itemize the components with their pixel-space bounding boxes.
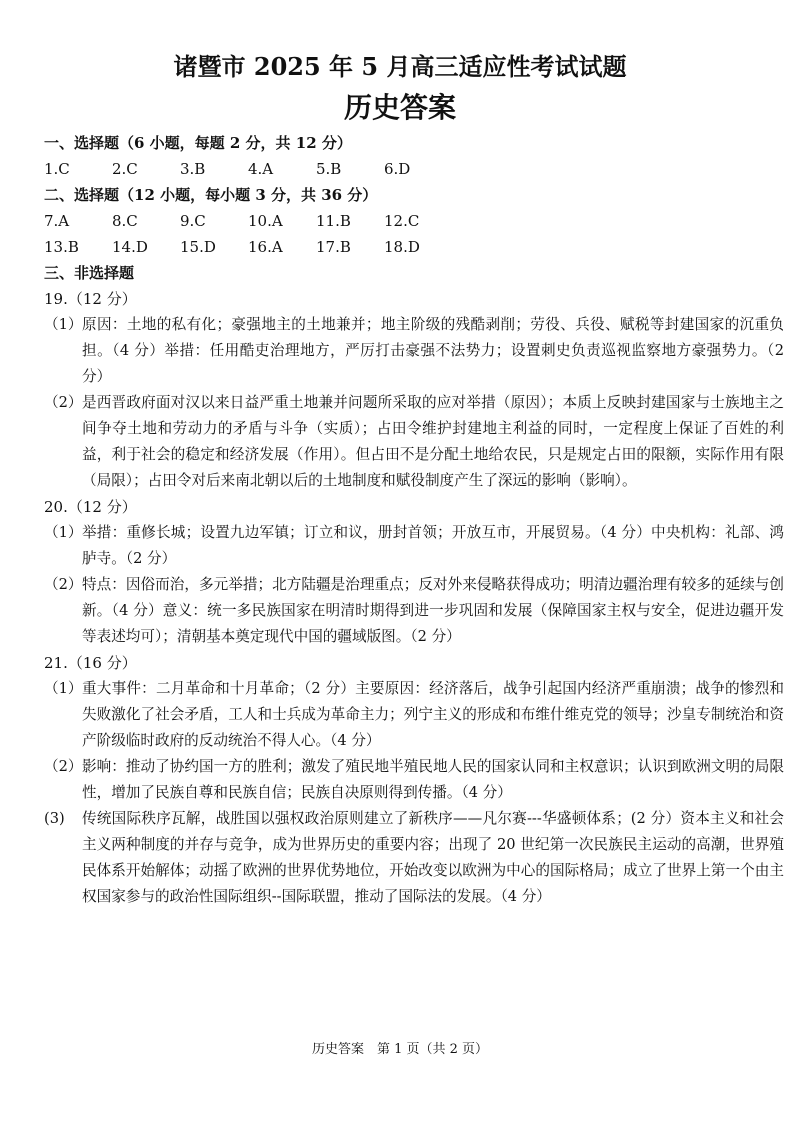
page-footer: 历史答案 第 1 页（共 2 页） xyxy=(311,1042,489,1057)
part-number: (3) xyxy=(44,810,65,827)
question-21-part-2 xyxy=(44,754,784,806)
part-text: 举措：重修长城；设置九边军镇；订立和议，册封首领；开放互市，开展贸易。（4 分）中央机构：礼部、鸿胪寺。（2 分） xyxy=(82,524,784,567)
answer-item: 16.A xyxy=(248,238,283,256)
part-number: （2） xyxy=(44,576,83,593)
answer-item: 15.D xyxy=(180,238,216,256)
part-number: （1） xyxy=(44,524,83,541)
question-21-part-3 xyxy=(44,806,784,910)
question-20-part-1 xyxy=(44,520,784,572)
question-21-label: 21.（16 分） xyxy=(44,654,137,672)
part-number: （1） xyxy=(44,680,83,697)
answer-item: 11.B xyxy=(316,212,351,230)
answer-item: 3.B xyxy=(180,160,206,178)
question-20-part-2 xyxy=(44,572,784,650)
question-19-label: 19.（12 分） xyxy=(44,290,137,308)
part-text: 重大事件：二月革命和十月革命；（2 分）主要原因：经济落后，战争引起国内经济严重崩溃；战争的惨烈和失败激化了社会矛盾，工人和士兵成为革命主力；列宁主义的形成和布维什维克党的领导；沙皇专制统治和资产阶级临时政府的反动统治不得人心。（4 分） xyxy=(82,680,784,749)
part-text: 传统国际秩序瓦解，战胜国以强权政治原则建立了新秩序——凡尔赛---华盛顿体系；(2 分）资本主义和社会主义两种制度的并存与竞争，成为世界历史的重要内容；出现了 20 世纪第一次民族民主运动的高潮，世界殖民体系开始解体；动摇了欧洲的世界优势地位，开始改变以欧洲为中心的国际格局；成立了世界上第一个由主权国家参与的政治性国际组织--国际联盟，推动了国际法的发展。（4 分） xyxy=(82,810,784,905)
part-number: （1） xyxy=(44,316,83,333)
answer-item: 4.A xyxy=(248,160,274,178)
answer-content xyxy=(44,130,784,910)
part-text: 是西晋政府面对汉以来日益严重土地兼并问题所采取的应对举措（原因）；本质上反映封建国家与士族地主之间争夺土地和劳动力的矛盾与斗争（实质）；占田令维护封建地主利益的同时，一定程度上保证了百姓的利益，利于社会的稳定和经济发展（作用）。但占田不是分配土地给农民，只是规定占田的限额，实际作用有限（局限）；占田令对后来南北朝以后的土地制度和赋役制度产生了深远的影响（影响）。 xyxy=(82,394,784,489)
question-19-part-2 xyxy=(44,390,784,494)
part-number: （2） xyxy=(44,394,83,411)
section2-heading: 二、选择题（12 小题，每小题 3 分，共 36 分） xyxy=(44,186,378,204)
section1-answers xyxy=(44,156,784,182)
answer-item: 9.C xyxy=(180,212,206,230)
answer-item: 1.C xyxy=(44,160,70,178)
part-number: （2） xyxy=(44,758,83,775)
part-text: 影响：推动了协约国一方的胜利；激发了殖民地半殖民地人民的国家认同和主权意识；认识到欧洲文明的局限性，增加了民族自尊和民族自信；民族自决原则得到传播。（4 分） xyxy=(82,758,784,801)
part-text: 特点：因俗而治，多元举措；北方陆疆是治理重点；反对外来侵略获得成功；明清边疆治理有较多的延续与创新。（4 分）意义：统一多民族国家在明清时期得到进一步巩固和发展（保障国家主权与安全，促进边疆开发等表述均可）；清朝基本奠定现代中国的疆域版图。（2 分） xyxy=(82,576,784,645)
answer-item: 8.C xyxy=(112,212,138,230)
answer-item: 5.B xyxy=(316,160,342,178)
section3-heading: 三、非选择题 xyxy=(44,264,135,282)
answer-item: 12.C xyxy=(384,212,420,230)
answer-item: 13.B xyxy=(44,238,79,256)
section2-answers-row2 xyxy=(44,234,784,260)
answer-item: 7.A xyxy=(44,212,70,230)
document-subtitle: 历史答案 xyxy=(343,91,456,124)
answer-item: 17.B xyxy=(316,238,351,256)
section1-heading: 一、选择题（6 小题，每题 2 分，共 12 分） xyxy=(44,134,352,152)
question-21-part-1 xyxy=(44,676,784,754)
answer-item: 6.D xyxy=(384,160,411,178)
answer-item: 18.D xyxy=(384,238,420,256)
part-text: 原因：土地的私有化；豪强地主的土地兼并；地主阶级的残酷剥削；劳役、兵役、赋税等封建国家的沉重负担。（4 分）举措：任用酷吏治理地方，严厉打击豪强不法势力；设置刺史负责巡视监察地方豪强势力。（2 分） xyxy=(82,316,784,385)
section2-answers-row1 xyxy=(44,208,784,234)
answer-item: 14.D xyxy=(112,238,148,256)
answer-item: 10.A xyxy=(248,212,283,230)
document-title: 诸暨市 2025 年 5 月高三适应性考试试题 xyxy=(173,52,627,81)
question-20-label: 20.（12 分） xyxy=(44,498,137,516)
answer-item: 2.C xyxy=(112,160,138,178)
question-19-part-1 xyxy=(44,312,784,390)
